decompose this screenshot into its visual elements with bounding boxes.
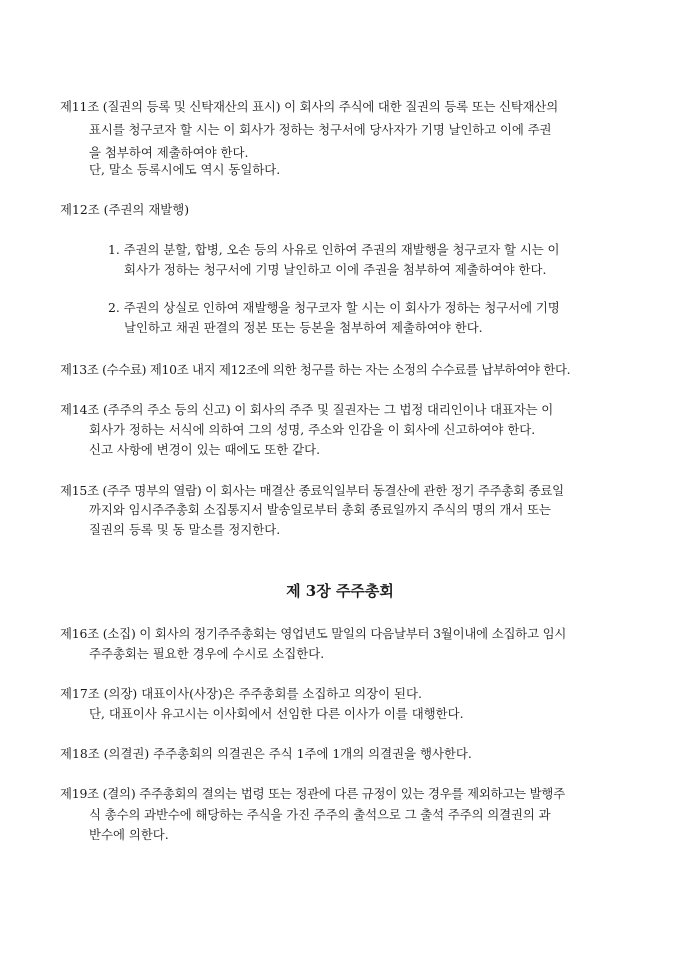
- article-11-line-2: 표시를 청구코자 할 시는 이 회사가 정하는 청구서에 당사자가 기명 날인하고 이에 주권: [89, 122, 552, 137]
- article-14-line-1: 제14조 (주주의 주소 등의 신고) 이 회사의 주주 및 질권자는 그 법정 대리인이나 대표자는 이: [60, 402, 554, 417]
- article-14-line-3: 신고 사항에 변경이 있는 때에도 또한 같다.: [89, 442, 321, 457]
- chapter-heading: 제 3장 주주총회: [286, 582, 394, 600]
- article-16-line-1: 제16조 (소집) 이 회사의 정기주주총회는 영업년도 말일의 다음날부터 3월이내에 소집하고 임시: [60, 626, 567, 641]
- article-12-item-1-line-2: 회사가 정하는 청구서에 기명 날인하고 이에 주권을 첨부하여 제출하여야 한다.: [124, 262, 547, 277]
- article-17-line-2: 단, 대표이사 유고시는 이사회에서 선임한 다른 이사가 이를 대행한다.: [89, 706, 464, 721]
- article-11-line-4: 단, 말소 등록시에도 역시 동일하다.: [89, 162, 281, 177]
- article-11-line-1: 제11조 (질권의 등록 및 신탁재산의 표시) 이 회사의 주식에 대한 질권의 등록 또는 신탁재산의: [60, 99, 558, 114]
- article-15-line-1: 제15조 (주주 명부의 열람) 이 회사는 매결산 종료익일부터 동결산에 관한 정기 주주총회 종료일: [60, 483, 564, 498]
- article-19-line-3: 반수에 의한다.: [89, 827, 169, 842]
- article-12-item-2-line-1: 2. 주권의 상실로 인하여 재발행을 청구코자 할 시는 이 회사가 정하는 청구서에 기명: [108, 300, 560, 315]
- article-13-line-1: 제13조 (수수료) 제10조 내지 제12조에 의한 청구를 하는 자는 소정의 수수료를 납부하여야 한다.: [60, 362, 571, 377]
- article-11-line-3: 을 첨부하여 제출하여야 한다.: [89, 145, 249, 160]
- article-19-line-2: 식 총수의 과반수에 해당하는 주식을 가진 주주의 출석으로 그 출석 주주의 의결권의 과: [89, 807, 551, 822]
- article-14-line-2: 회사가 정하는 서식에 의하여 그의 성명, 주소와 인감을 이 회사에 신고하여야 한다.: [89, 422, 536, 437]
- article-19-line-1: 제19조 (결의) 주주총회의 결의는 법령 또는 정관에 다른 규정이 있는 경우를 제외하고는 발행주: [60, 786, 565, 801]
- article-12-heading: 제12조 (주권의 재발행): [60, 202, 190, 217]
- article-16-line-2: 주주총회는 필요한 경우에 수시로 소집한다.: [89, 646, 325, 661]
- article-12-item-1-line-1: 1. 주권의 분할, 합병, 오손 등의 사유로 인하여 주권의 재발행을 청구코자 할 시는 이: [108, 242, 560, 257]
- article-12-item-2-line-2: 날인하고 채권 판결의 정본 또는 등본을 첨부하여 제출하여야 한다.: [124, 320, 483, 335]
- article-15-line-2: 까지와 임시주주총회 소집통지서 발송일로부터 총회 종료일까지 주식의 명의 개서 또는: [89, 502, 551, 517]
- article-15-line-3: 질권의 등록 및 동 말소를 정지한다.: [89, 522, 281, 537]
- article-18-line-1: 제18조 (의결권) 주주총회의 의결권은 주식 1주에 1개의 의결권을 행사한다.: [60, 746, 472, 761]
- article-17-line-1: 제17조 (의장) 대표이사(사장)은 주주총회를 소집하고 의장이 된다.: [60, 686, 422, 701]
